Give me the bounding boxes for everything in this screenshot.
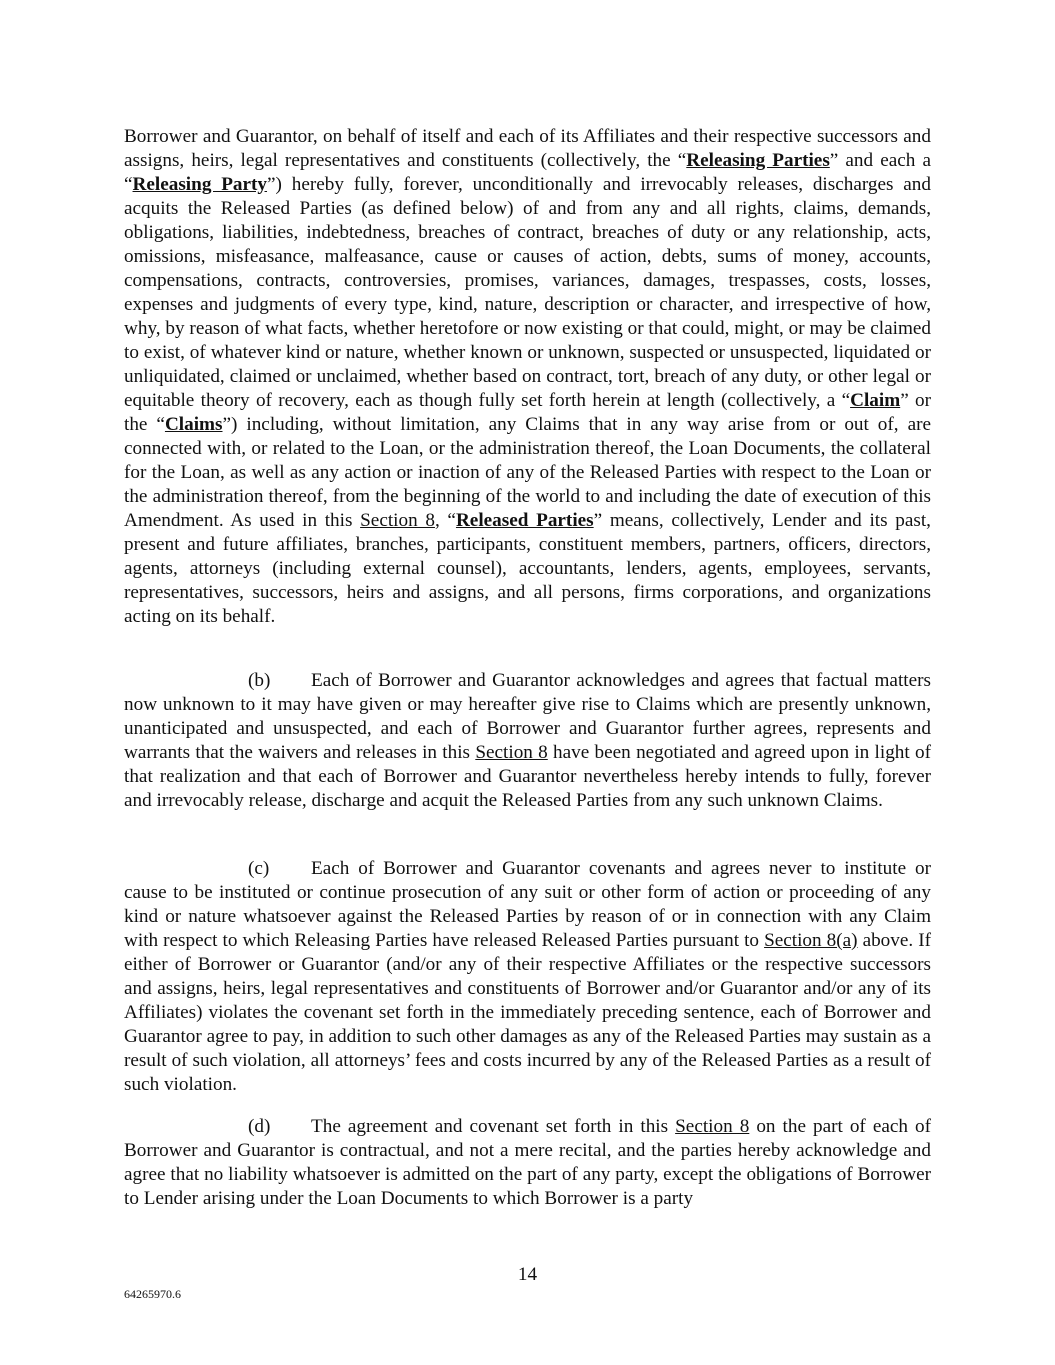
paragraph-a-text-4: ” or the “ [124, 390, 932, 435]
paragraph-b [124, 669, 931, 813]
paragraph-b-text-2: have been negotiated and agreed upon in light of that realization and that each of Borrower and Guarantor nevertheless hereby intends to fully, forever and irrevocably release, discharge and acquit the Released Parties from any such unknown Claims. [124, 742, 932, 811]
paragraph-d-label: (d) [248, 1116, 271, 1137]
paragraph-d [124, 1115, 931, 1211]
paragraph-a-text-6: , “ [434, 510, 456, 531]
term-claims: Claims [164, 414, 223, 435]
term-claim: Claim [850, 390, 901, 411]
paragraph-c-text-1: Each of Borrower and Guarantor covenants and agrees never to institute or cause to be instituted or continue prosecution of any suit or other form of action or proceeding of any kind or nature whatsoever against the Released Parties by reason of or in connection with any Claim with respect to which Releasing Parties have released Released Parties pursuant to [124, 858, 931, 951]
paragraph-a-text-7: ” means, collectively, Lender and its past, present and future affiliates, branches, participants, constituent members, partners, officers, directors, agents, attorneys (including external counsel), accountants, lenders, agents, employees, servants, representatives, successors, heirs and assigns, and all persons, firms corporations, and organizations acting on its behalf. [124, 510, 931, 627]
paragraph-c [124, 857, 931, 1097]
paragraph-d-text-1: The agreement and covenant set forth in this [311, 1116, 676, 1137]
paragraph-a-text-3: ”) hereby fully, forever, unconditionally and irrevocably releases, discharges and acquits the Released Parties (as defined below) of and from any and all rights, claims, demands, obligations, liabilities, indebtedness, breaches of contract, breaches of duty or any relationship, acts, omissions, misfeasance, malfeasance, cause or causes of action, debts, sums of money, accounts, compensations, contracts, controversies, promises, variances, damages, trespasses, costs, losses, expenses and judgments of every type, kind, nature, description or character, and irrespective of how, why, by reason of what facts, whether heretofore or now existing or that could, might, or may be claimed to exist, of whatever kind or nature, whether known or unknown, suspected or unsuspected, liquidated or unliquidated, claimed or unclaimed, whether based on contract, tort, breach of any duty, or other legal or equitable theory of recovery, each as though fully set forth herein at length (collectively, a “ [124, 174, 931, 411]
paragraph-c-label: (c) [248, 858, 270, 879]
paragraph-a [124, 125, 931, 629]
term-released-parties: Released Parties [455, 510, 594, 531]
document-id: 64265970.6 [124, 1287, 181, 1301]
section-reference: Section 8(a) [764, 930, 858, 951]
paragraph-c-text-2: above. If either of Borrower or Guarantor (and/or any of their respective Affiliates or the respective successors and assigns, heirs, legal representatives and constituents of Borrower and/or Guarantor and/or any of its Affiliates) violates the covenant set forth in the immediately preceding sentence, each of Borrower and Guarantor agree to pay, in addition to such other damages as any of the Released Parties may sustain as a result of such violation, all attorneys’ fees and costs incurred by any of the Released Parties as a result of such violation. [124, 930, 931, 1095]
section-reference: Section 8 [360, 510, 435, 531]
term-releasing-parties: Releasing Parties [686, 150, 830, 171]
paragraph-d-text-2: on the part of each of Borrower and Guarantor is contractual, and not a mere recital, and the parties hereby acknowledge and agree that no liability whatsoever is admitted on the part of any party, except the obligations of Borrower to Lender arising under the Loan Documents to which Borrower is a party [124, 1116, 931, 1209]
section-reference: Section 8 [675, 1116, 750, 1137]
term-releasing-party: Releasing Party [132, 174, 268, 195]
paragraph-a-text-1: Borrower and Guarantor, on behalf of itself and each of its Affiliates and their respective successors and assigns, heirs, legal representatives and constituents (collectively, the “ [124, 126, 931, 171]
paragraph-a-text-5: ”) including, without limitation, any Claims that in any way arise from or out of, are connected with, or related to the Loan, or the administration thereof, the Loan Documents, the collateral for the Loan, as well as any action or inaction of any of the Released Parties with respect to the Loan or the administration thereof, from the beginning of the world to and including the date of execution of this Amendment. As used in this [124, 414, 931, 531]
paragraph-b-label: (b) [248, 670, 271, 691]
paragraph-a-text-2: ” and each a “ [124, 150, 931, 195]
paragraph-b-text-1: Each of Borrower and Guarantor acknowledges and agrees that factual matters now unknown to it may have given or may hereafter give rise to Claims which are presently unknown, unanticipated and unsuspected, and each of Borrower and Guarantor further agrees, represents and warrants that the waivers and releases in this [124, 670, 931, 763]
page-number: 14 [517, 1264, 538, 1285]
section-reference: Section 8 [475, 742, 548, 763]
